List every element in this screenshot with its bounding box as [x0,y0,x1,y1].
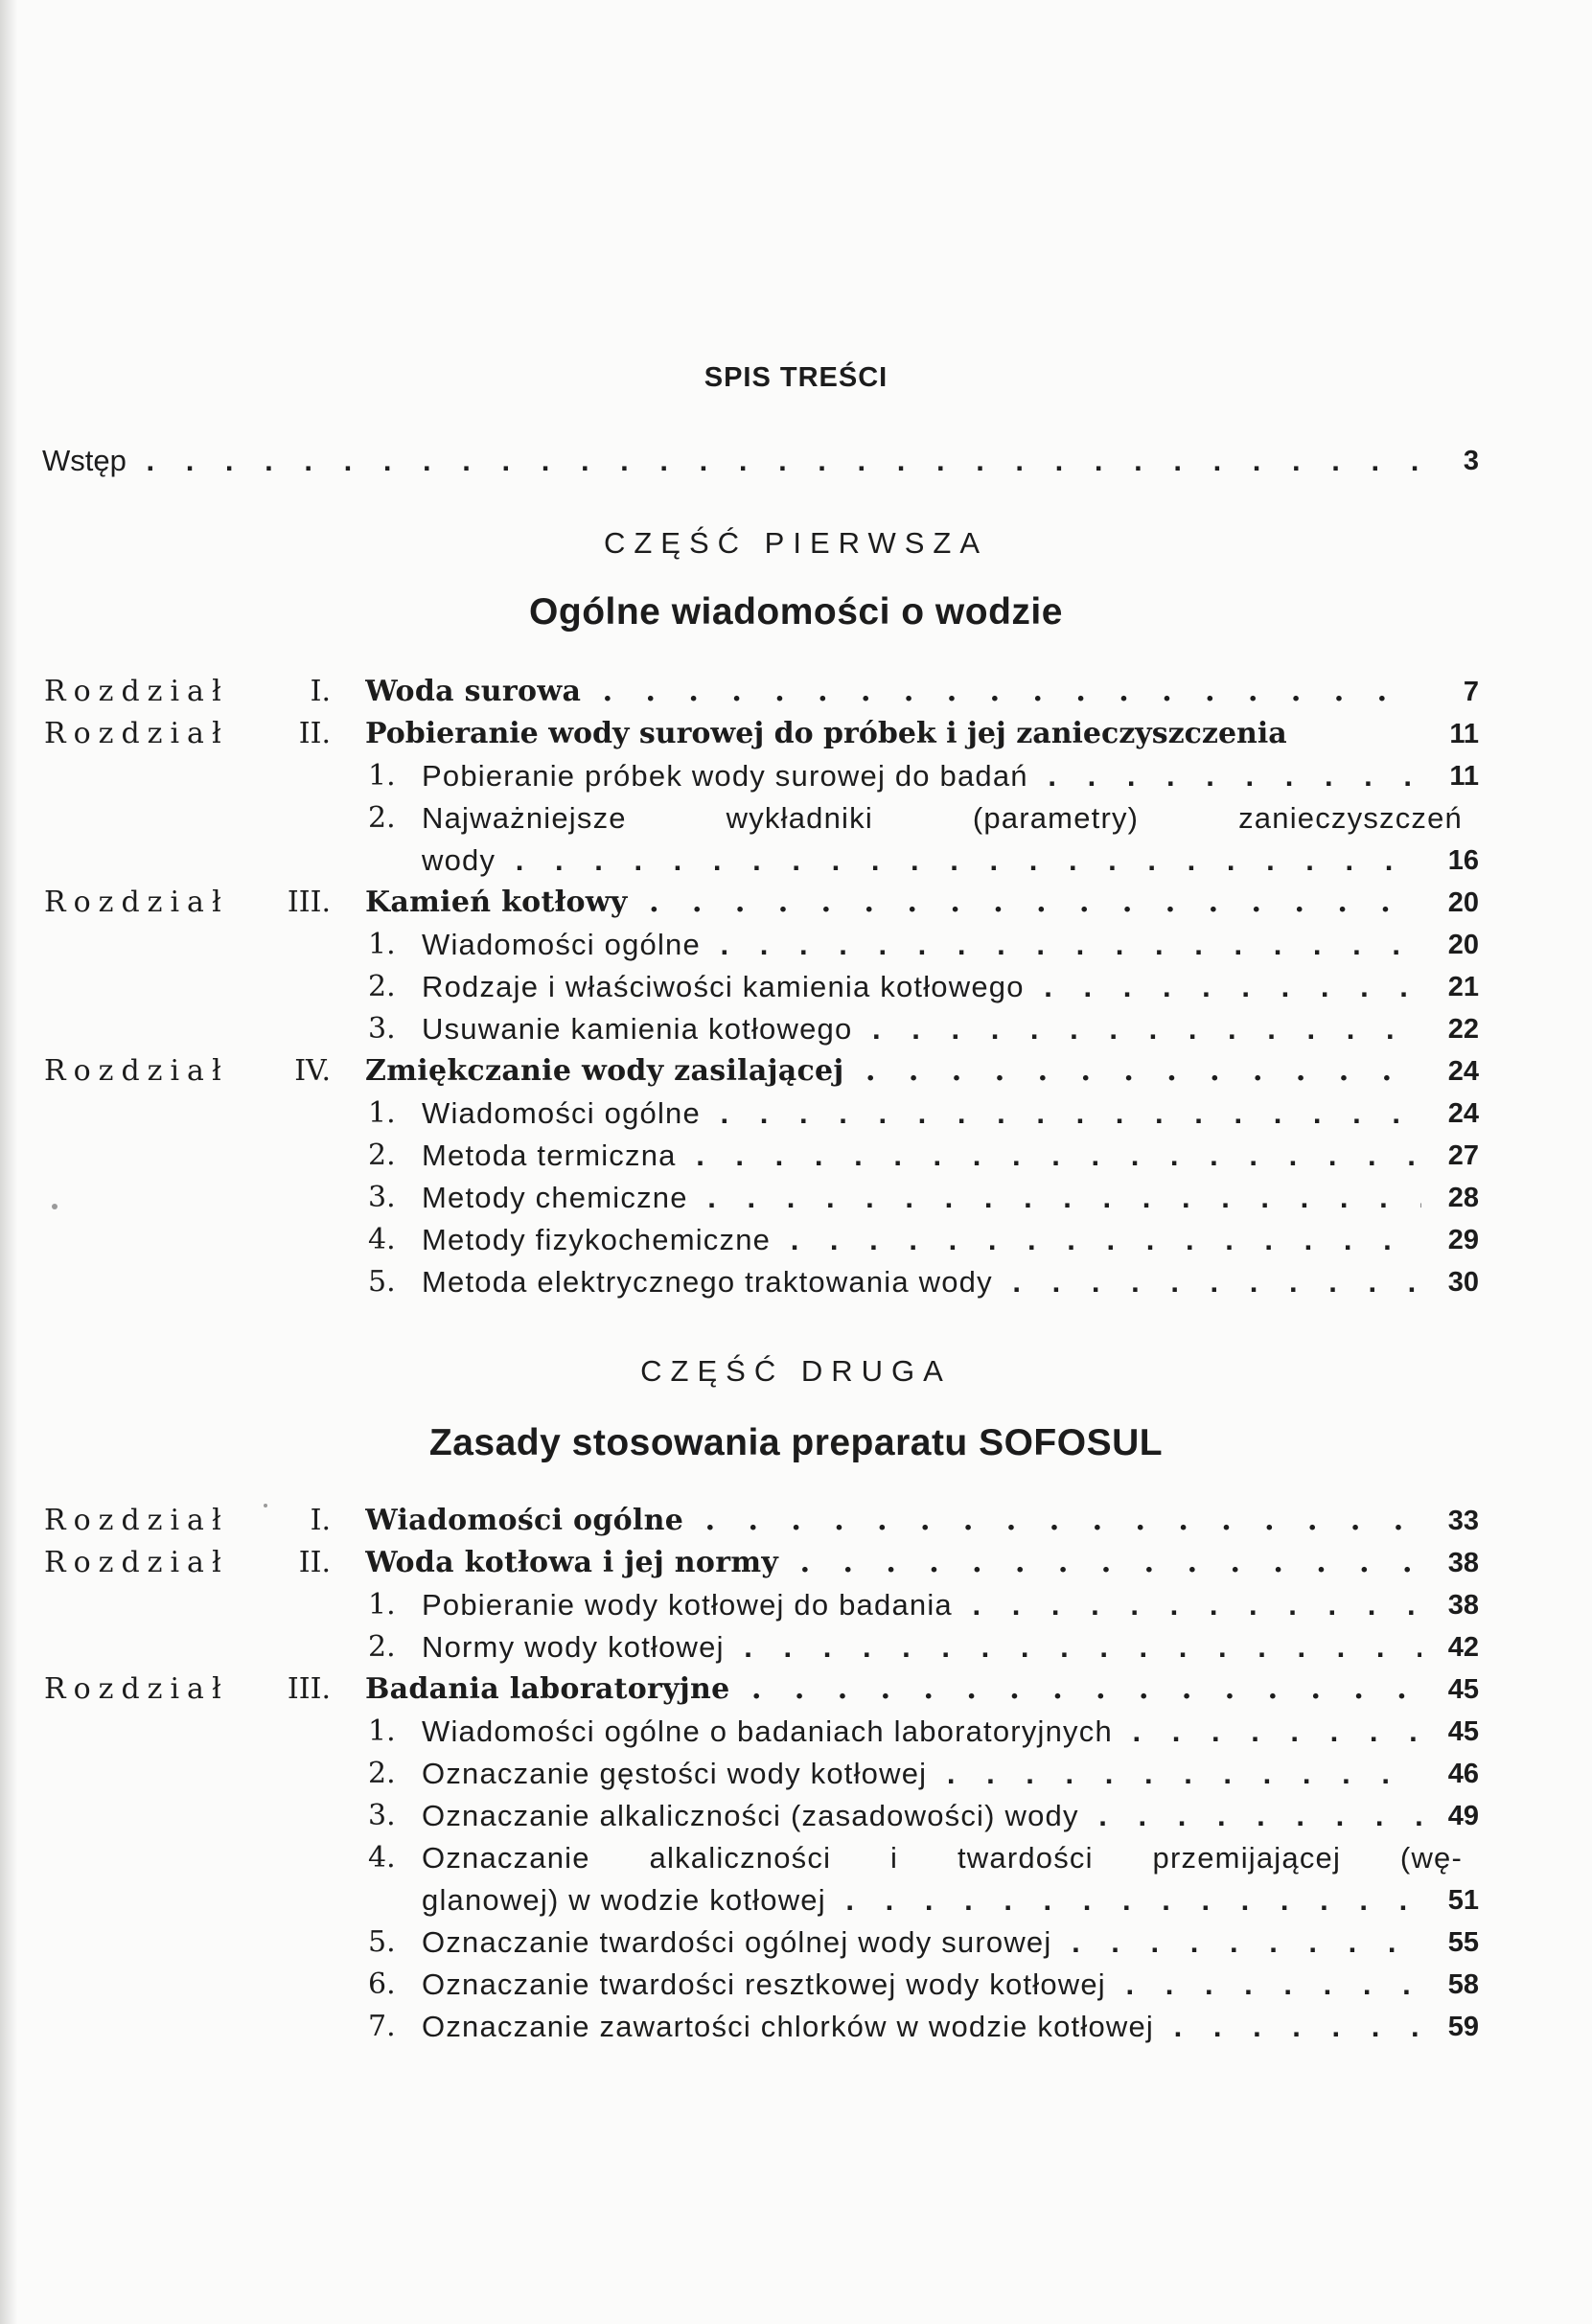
toc-chapter[interactable] [0,882,1592,924]
intro-title: Wstęp . . . [42,440,1463,482]
section-title: Wiadomości ogólne . . . [422,924,1463,966]
section-title: Wiadomości ogólne o badaniach laboratoryjnych . . . [422,1711,1463,1753]
page-number: 24 [1421,1093,1479,1135]
chapter-number: III. [287,1672,331,1706]
chapter-label: Rozdział [44,1054,229,1088]
chapter-title: Wiadomości ogólne . . . [365,1500,1463,1542]
section-title: Metody chemiczne . . . [422,1177,1463,1219]
toc-chapter[interactable] [0,713,1592,755]
page-number: 45 [1421,1711,1479,1753]
section-number: 2. [368,801,396,835]
chapter-label: Rozdział [44,1504,229,1537]
page-number: 22 [1421,1008,1479,1050]
scan-speck [264,1504,267,1507]
section-title: Oznaczanie zawartości chlorków w wodzie kotłowej . . . [422,2006,1463,2048]
toc-section[interactable] [0,1753,1592,1795]
section-number: 2. [368,970,396,1003]
section-title: Normy wody kotłowej . . . [422,1626,1463,1668]
section-title: Metoda elektrycznego traktowania wody . . . [422,1261,1463,1303]
page-number: 38 [1421,1584,1479,1626]
toc-section[interactable] [0,2006,1592,2048]
section-number: 2. [368,1757,396,1790]
part-title: Ogólne wiadomości o wodzie [529,591,1063,633]
chapter-number: II. [298,717,331,750]
section-title: Rodzaje i właściwości kamienia kotłowego . . . [422,966,1463,1008]
chapter-title: Kamień kotłowy . . . [365,882,1463,924]
chapter-title: Zmiękczanie wody zasilającej . . . [365,1050,1463,1093]
section-number: 4. [368,1223,396,1256]
toc-section[interactable] [0,1964,1592,2006]
section-title: Oznaczanie twardości ogólnej wody surowej . . . [422,1921,1463,1964]
page-number: 21 [1421,966,1479,1008]
toc-section[interactable] [0,1177,1592,1219]
toc-section-continued[interactable] [0,840,1592,882]
section-number: 5. [368,1265,396,1299]
section-title: Wiadomości ogólne . . . [422,1093,1463,1135]
section-number: 1. [368,1096,396,1130]
chapter-label: Rozdział [44,1672,229,1706]
chapter-title: Woda surowa . . . [365,671,1463,713]
section-number: 1. [368,1714,396,1748]
toc-entry-intro[interactable] [0,440,1592,482]
page-number: 24 [1421,1050,1479,1093]
section-number: 5. [368,1925,396,1959]
toc-section[interactable] [0,1584,1592,1626]
chapter-number: II. [298,1546,331,1579]
section-number: 3. [368,1799,396,1832]
toc-chapter[interactable] [0,1500,1592,1542]
section-title-continued: wody . . . [422,840,1463,882]
section-number: 1. [368,1588,396,1622]
chapter-number: IV. [294,1054,331,1088]
section-title: Metoda termiczna . . . [422,1135,1463,1177]
page-number: 49 [1421,1795,1479,1837]
page-number: 29 [1421,1219,1479,1261]
chapter-title: Badania laboratoryjne . . . [365,1668,1463,1711]
page-number: 3 [1421,440,1479,482]
section-number: 4. [368,1841,396,1875]
toc-section[interactable] [0,924,1592,966]
toc-section[interactable] [0,1711,1592,1753]
section-title: Pobieranie próbek wody surowej do badań . . . [422,755,1463,797]
page-number: 45 [1421,1668,1479,1711]
page-number: 58 [1421,1964,1479,2006]
scan-speck [52,1204,58,1209]
toc-section[interactable] [0,1626,1592,1668]
page-number: 51 [1421,1879,1479,1921]
page-number: 20 [1421,924,1479,966]
toc-chapter[interactable] [0,671,1592,713]
section-title: Metody fizykochemiczne . . . [422,1219,1463,1261]
page-number: 30 [1421,1261,1479,1303]
part-title: Zasady stosowania preparatu SOFOSUL [428,1422,1164,1463]
section-number: 3. [368,1012,396,1046]
chapter-number: III. [287,886,331,919]
toc-section[interactable] [0,1921,1592,1964]
section-number: 1. [368,928,396,961]
section-title: Oznaczanie gęstości wody kotłowej . . . [422,1753,1463,1795]
toc-section[interactable] [0,755,1592,797]
chapter-label: Rozdział [44,717,229,750]
page-number: 11 [1421,755,1479,797]
chapter-label: Rozdział [44,675,229,708]
page-number: 38 [1421,1542,1479,1584]
page-number: 7 [1421,671,1479,713]
toc-section[interactable] [0,1008,1592,1050]
toc-chapter[interactable] [0,1050,1592,1093]
toc-section[interactable] [0,1261,1592,1303]
section-title: Pobieranie wody kotłowej do badania . . . [422,1584,1463,1626]
section-number: 1. [368,759,396,793]
page-number: 27 [1421,1135,1479,1177]
section-title: Usuwanie kamienia kotłowego . . . [422,1008,1463,1050]
page-number: 33 [1421,1500,1479,1542]
section-title: Oznaczanie alkaliczności (zasadowości) wody . . . [422,1795,1463,1837]
toc-section[interactable] [0,1795,1592,1837]
toc-section[interactable] [0,1219,1592,1261]
section-number: 3. [368,1181,396,1214]
toc-section[interactable] [0,966,1592,1008]
page-number: 42 [1421,1626,1479,1668]
section-number: 2. [368,1139,396,1172]
section-number: 7. [368,2010,396,2043]
page-number: 11 [1421,713,1479,755]
toc-chapter[interactable] [0,1542,1592,1584]
section-title-continued: glanowej) w wodzie kotłowej . . . [422,1879,1463,1921]
chapter-number: I. [310,675,331,708]
toc-section-continued[interactable] [0,1879,1592,1921]
chapter-label: Rozdział [44,1546,229,1579]
toc-section[interactable] [0,797,1592,840]
chapter-title: Pobieranie wody surowej do próbek i jej zanieczyszczenia [365,717,1287,750]
toc-section[interactable] [0,1093,1592,1135]
page-number: 20 [1421,882,1479,924]
toc-section[interactable] [0,1837,1592,1879]
section-number: 6. [368,1967,396,2001]
chapter-number: I. [310,1504,331,1537]
chapter-label: Rozdział [44,886,229,919]
page-title: SPIS TREŚCI [704,362,888,393]
section-title: Oznaczanie twardości resztkowej wody kotłowej . . . [422,1964,1463,2006]
toc-chapter[interactable] [0,1668,1592,1711]
toc-section[interactable] [0,1135,1592,1177]
page-number: 59 [1421,2006,1479,2048]
chapter-title: Woda kotłowa i jej normy . . . [365,1542,1463,1584]
page-number: 55 [1421,1921,1479,1964]
page-number: 16 [1421,840,1479,882]
part-label: CZĘŚĆ PIERWSZA [603,526,989,560]
page-number: 46 [1421,1753,1479,1795]
section-number: 2. [368,1630,396,1664]
section-title: Najważniejsze wykładniki (parametry) zanieczyszczeń [422,801,1463,835]
page-number: 28 [1421,1177,1479,1219]
section-title: Oznaczanie alkaliczności i twardości przemijającej (wę- [422,1841,1463,1875]
part-label: CZĘŚĆ DRUGA [640,1354,952,1388]
